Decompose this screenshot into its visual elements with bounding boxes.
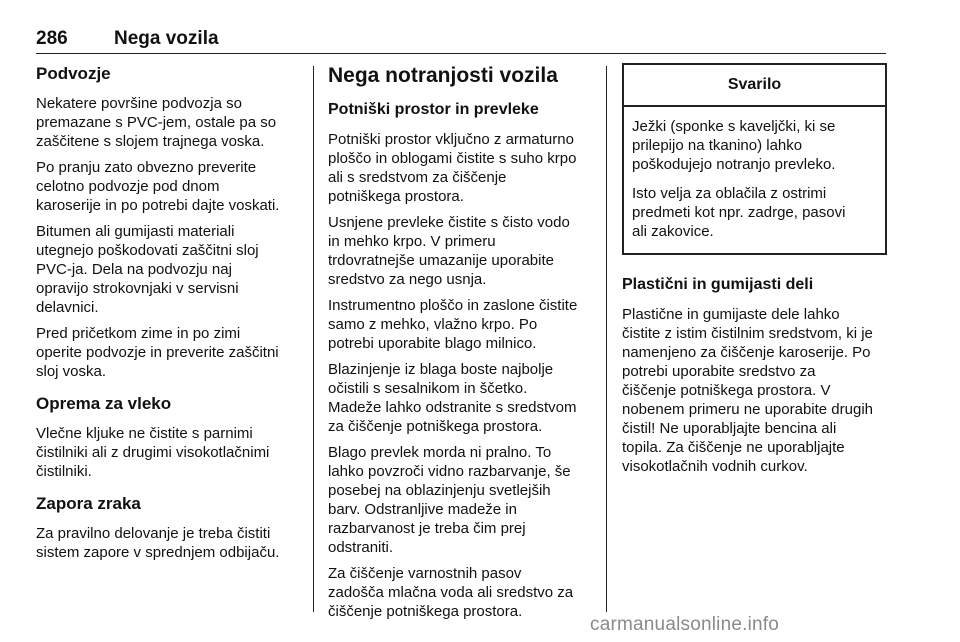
column-divider-left: [313, 66, 314, 612]
heading-nega-notranjosti: Nega notranjosti vozila: [328, 64, 558, 87]
warning-paragraph: Ježki (sponke s kaveljčki, ki se prilepijo na tkanino) lahko poškodujejo notranjo prevleko.: [632, 118, 836, 173]
paragraph: Potniški prostor vključno z armaturno ploščo in oblogami čistite s suho krpo ali s sredstvom za čiščenje potniškega prostora.: [328, 131, 577, 205]
paragraph: Nekatere površine podvozja so premazane s PVC-jem, ostale pa so zaščitene s slojem trajnega voska.: [36, 95, 277, 150]
paragraph: Pred pričetkom zime in po zimi operite podvozje in preverite zaščitni sloj voska.: [36, 325, 279, 380]
paragraph: Usnjene prevleke čistite s čisto vodo in mehko krpo. V primeru trdovratnejše umazanije uporabite sredstvo za nego usnja.: [328, 214, 570, 288]
column-divider-right: [606, 66, 607, 612]
watermark: carmanualsonline.info: [590, 614, 780, 635]
column-left: [36, 63, 304, 562]
page-number: 286: [36, 28, 68, 49]
column-middle: [328, 63, 590, 621]
header-divider: [36, 53, 886, 54]
paragraph: Bitumen ali gumijasti materiali utegnejo poškodovati zaščitni sloj PVC-ja. Dela na podvozju naj opravijo strokovnjaki v servisni delavnici.: [36, 223, 259, 316]
heading-zapora-zraka: Zapora zraka: [36, 494, 141, 513]
paragraph: Plastične in gumijaste dele lahko čistite z istim čistilnim sredstvom, ki je namenjeno za čiščenje karoserije. Po potrebi uporabite sredstvo za čiščenje potniškega prostora. V nobenem primeru ne uporabite drugih čistil! Ne uporabljajte bencina ali topila. Za čiščenje ne uporabljajte visokotlačnih vodnih curkov.: [622, 306, 873, 475]
paragraph: Blazinjenje iz blaga boste najbolje očistili s sesalnikom in ščetko. Madeže lahko odstranite s sredstvom za čiščenje potniškega prostora.: [328, 361, 577, 435]
warning-box: [622, 63, 887, 255]
page-header: [36, 28, 886, 52]
paragraph: Blago prevlek morda ni pralno. To lahko povzroči vidno razbarvanje, še posebej na oblazinjenju svetlejših barv. Odstranljive madeže in razbarvanost je treba čim prej odstraniti.: [328, 444, 571, 556]
warning-body: [624, 107, 885, 253]
column-right: [622, 63, 887, 476]
heading-podvozje: Podvozje: [36, 64, 111, 83]
paragraph: Vlečne kljuke ne čistite s parnimi čistilniki ali z drugimi visokotlačnimi čistilniki.: [36, 425, 270, 480]
paragraph: Za pravilno delovanje je treba čistiti sistem zapore v sprednjem odbijaču.: [36, 525, 280, 561]
warning-paragraph: Isto velja za oblačila z ostrimi predmeti kot npr. zadrge, pasovi ali zakovice.: [632, 185, 846, 240]
paragraph: Instrumentno ploščo in zaslone čistite samo z mehko, vlažno krpo. Po potrebi uporabite blago milnico.: [328, 297, 578, 352]
heading-oprema-za-vleko: Oprema za vleko: [36, 394, 172, 413]
page-title: Nega vozila: [114, 28, 219, 49]
warning-title: Svarilo: [624, 65, 885, 107]
paragraph: Za čiščenje varnostnih pasov zadošča mlačna voda ali sredstvo za čiščenje potniškega prostora.: [328, 565, 574, 620]
subheading-potniski-prostor: Potniški prostor in prevleke: [328, 101, 539, 118]
heading-plasticni-deli: Plastični in gumijasti deli: [622, 276, 814, 293]
paragraph: Po pranju zato obvezno preverite celotno podvozje pod dnom karoserije in po potrebi dajte voskati.: [36, 159, 280, 214]
